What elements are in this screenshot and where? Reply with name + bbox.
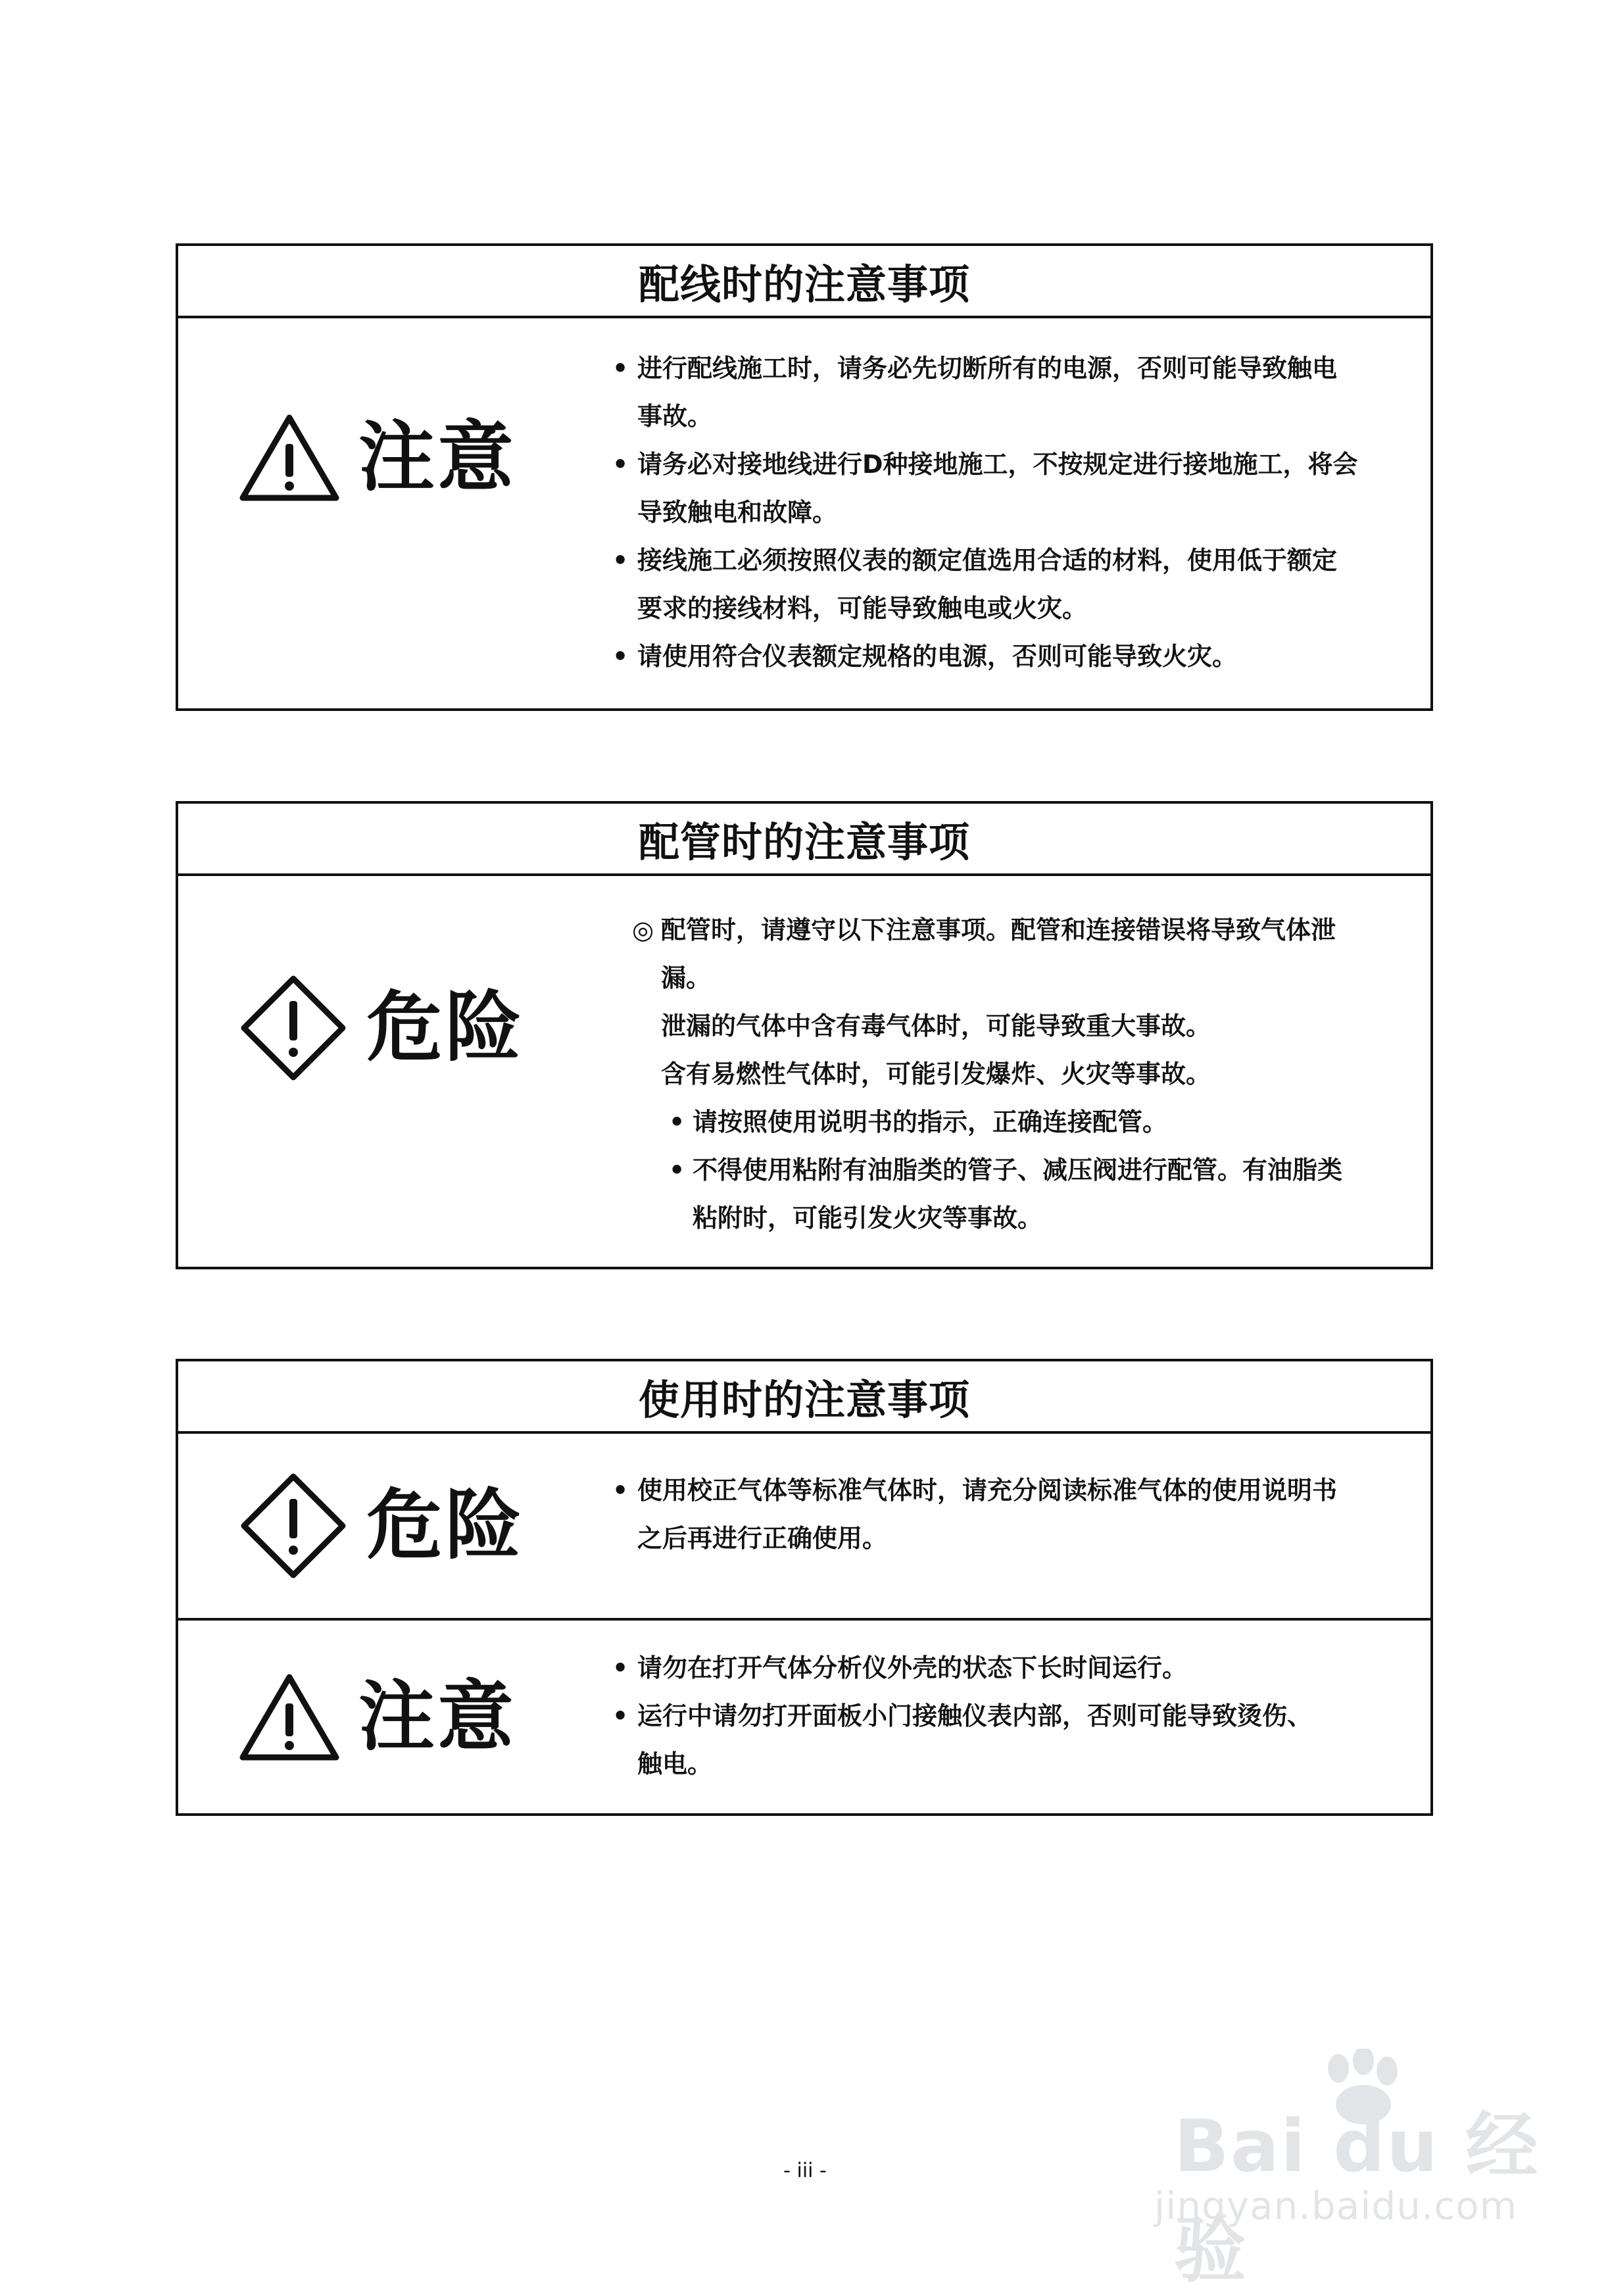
bullet: • (612, 642, 629, 671)
double-circle-mark: ◎ (632, 916, 654, 944)
danger-row (178, 1434, 1430, 1618)
bullet: • (612, 450, 629, 479)
bullet: • (612, 1653, 629, 1682)
caution-row (178, 318, 1430, 708)
list-item: • 进行配线施工时，请务必先切断所有的电源，否则可能导致触电 (612, 345, 1407, 393)
watermark-logo: Bai du 经验 (1174, 2104, 1540, 2292)
sub-list-item-continuation: 粘附时，可能引发火灾等事故。 (693, 1204, 1043, 1233)
bullet: • (612, 354, 629, 383)
caution-text (612, 345, 1407, 681)
caution-row (178, 1618, 1430, 1813)
list-item: • 请勿在打开气体分析仪外壳的状态下长时间运行。 (612, 1644, 1407, 1692)
danger-diamond-icon (237, 972, 349, 1084)
section-title: 配管时的注意事项 (178, 804, 1430, 876)
list-item: • 运行中请勿打开面板小门接触仪表内部，否则可能导致烫伤、 (612, 1692, 1407, 1740)
caution-sign (237, 412, 516, 503)
bullet: • (669, 1108, 685, 1136)
wiring-precautions-panel (176, 243, 1433, 711)
list-item: ◎ 配管时，请遵守以下注意事项。配管和连接错误将导致气体泄 (632, 906, 1407, 954)
baidu-watermark (1148, 2049, 1569, 2292)
watermark-url: jingyan.baidu.com (1154, 2184, 1518, 2228)
section-title: 配线时的注意事项 (178, 246, 1430, 318)
list-item-continuation: 泄漏的气体中含有毒气体时，可能导致重大事故。 (661, 1012, 1211, 1040)
danger-row (178, 876, 1430, 1267)
sub-list-item: • 请按照使用说明书的指示，正确连接配管。 (632, 1098, 1407, 1146)
danger-sign (237, 972, 524, 1084)
danger-diamond-icon (237, 1470, 349, 1582)
danger-label: 危险 (366, 1481, 524, 1570)
list-item: • 请使用符合仪表额定规格的电源，否则可能导致火灾。 (612, 633, 1407, 681)
list-item-continuation: 要求的接线材料，可能导致触电或火灾。 (637, 594, 1088, 623)
bullet: • (669, 1156, 685, 1185)
danger-text (632, 906, 1407, 1242)
sub-list-item: • 不得使用粘附有油脂类的管子、减压阀进行配管。有油脂类 (632, 1146, 1407, 1194)
caution-label: 注意 (358, 1672, 516, 1761)
warning-triangle-icon (237, 1672, 341, 1763)
caution-sign (237, 1672, 516, 1763)
bullet: • (612, 1701, 629, 1730)
list-item-continuation: 触电。 (637, 1749, 713, 1778)
list-item-continuation: 导致触电和故障。 (637, 498, 838, 527)
list-item: • 请务必对接地线进行D种接地施工，不按规定进行接地施工，将会 (612, 441, 1407, 489)
list-item-continuation: 事故。 (637, 402, 713, 431)
caution-label: 注意 (358, 412, 516, 502)
list-item: • 使用校正气体等标准气体时，请充分阅读标准气体的使用说明书 (612, 1467, 1407, 1515)
section-title: 使用时的注意事项 (178, 1361, 1430, 1434)
list-item-continuation: 漏。 (661, 964, 712, 992)
warning-triangle-icon (237, 412, 341, 503)
page-number: - iii - (783, 2159, 827, 2182)
piping-precautions-panel (176, 801, 1433, 1269)
list-item-continuation: 含有易燃性气体时，可能引发爆炸、火灾等事故。 (661, 1060, 1211, 1088)
bullet: • (612, 546, 629, 575)
caution-text (612, 1644, 1407, 1788)
bullet: • (612, 1476, 629, 1505)
list-item-continuation: 之后再进行正确使用。 (637, 1524, 888, 1553)
danger-sign (237, 1470, 524, 1582)
operation-precautions-panel (176, 1359, 1433, 1816)
danger-label: 危险 (366, 983, 524, 1072)
danger-text (612, 1467, 1407, 1563)
list-item: • 接线施工必须按照仪表的额定值选用合适的材料，使用低于额定 (612, 537, 1407, 585)
